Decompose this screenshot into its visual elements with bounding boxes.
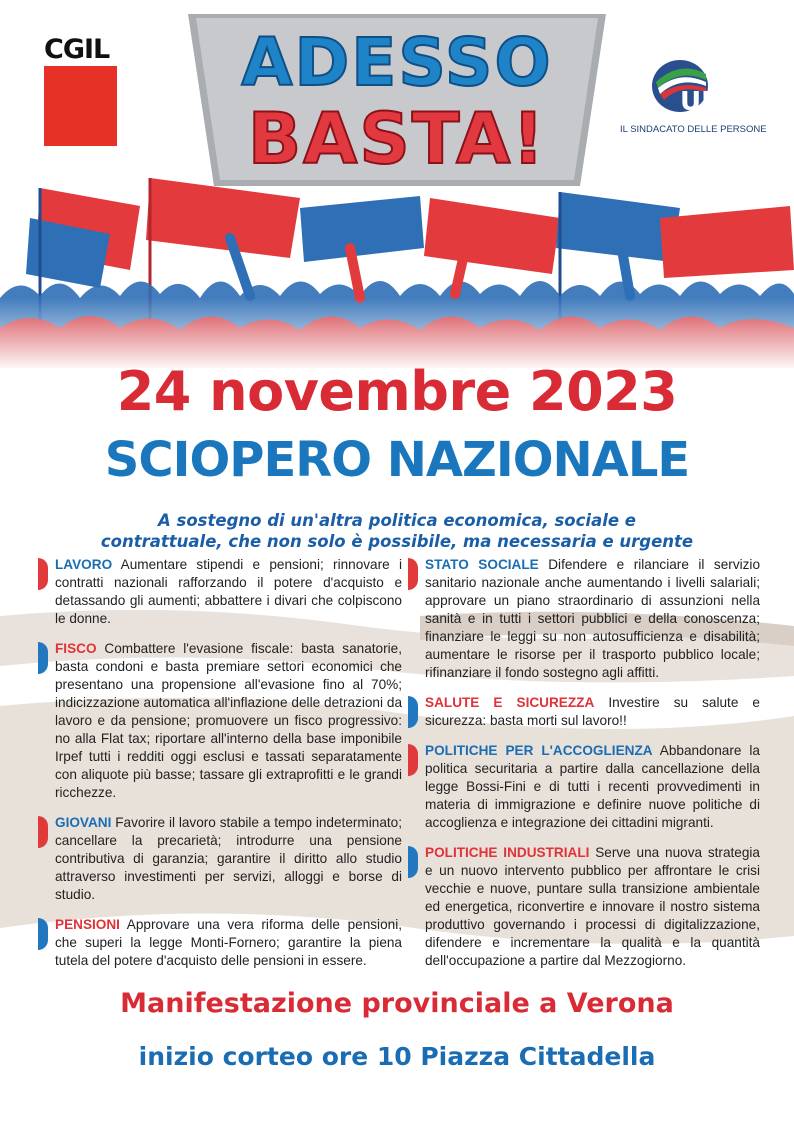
subtitle-line-2: contrattuale, che non solo è possibile, ma necessaria e urgente [100,532,694,551]
meeting-point: inizio corteo ore 10 Piazza Cittadella [138,1042,656,1071]
title-adesso: ADESSO [241,24,553,101]
bullet-marker [38,558,48,590]
bullet-marker [408,846,418,878]
left-column [38,556,402,982]
cgil-logo-square [44,66,117,146]
topic-heading: PENSIONI [55,917,120,932]
protest-crowd-illustration [0,178,794,368]
topic-text: Serve una nuova strategia e un nuovo intervento pubblico per affrontare le crisi vecchie e nuove, puntare sulla transizione ambientale ed energetica, riconvertire e innovare il nostro sistema produttivo governando i processi di digitalizzazione, difendere e incrementare la qualità e la quantità dell'occupazione a partire dal Mezzogiorno. [425,845,760,968]
topic-fisco [38,640,402,802]
title-banner [188,14,606,186]
topic-text: Approvare una vera riforma delle pensioni, che superi la legge Monti-Fornero; garantire la piena tutela del potere d'acquisto delle pensioni in essere. [55,917,402,968]
bullet-marker [38,642,48,674]
topic-accoglienza [408,742,760,832]
topic-stato-sociale [408,556,760,682]
topic-heading: SALUTE E SICUREZZA [425,695,595,710]
topic-salute-sicurezza [408,694,760,730]
topic-heading: FISCO [55,641,97,656]
rally-announcement: Manifestazione provinciale a Verona [120,988,674,1019]
uil-logo [620,56,770,146]
topic-text: Abbandonare la politica securitaria a partire dalla cancellazione della legge Bossi-Fini e di tutti i recenti provvedimenti in materia di immigrazione e definire nuove politiche di accoglienza e integrazione dei cittadini migranti. [425,743,760,830]
topic-pensioni [38,916,402,970]
cgil-logo [44,36,119,146]
topic-heading: POLITICHE INDUSTRIALI [425,845,590,860]
subtitle-line-1: A sostegno di un'altra politica economica, sociale e [158,511,636,530]
cgil-logo-text: CGIL [44,34,110,65]
topic-giovani [38,814,402,904]
bullet-marker [38,816,48,848]
topic-text: Combattere l'evasione fiscale: basta sanatorie, basta condoni e basta premiare settori economici che presentano una propensione all'evasione fino al 70%; indicizzazione automatica all'inflazione delle detrazioni da lavoro e da pensione; promuovere un fisco progressivo: no alla Flat tax; riportare all'interno della base imponibile Irpef tutti i redditi oggi esclusi e tassati separatamente con aliquote più basse; tassare gli extraprofitti e le grandi ricchezze. [55,641,402,800]
topic-heading: POLITICHE PER L'ACCOGLIENZA [425,743,653,758]
topic-industriali [408,844,760,970]
topic-text: Aumentare stipendi e pensioni; rinnovare i contratti nazionali rafforzando il potere d'acquisto e detassando gli aumenti; abbattere i divari che colpiscono le donne. [55,557,402,626]
strike-title: SCIOPERO NAZIONALE [104,432,690,488]
bullet-marker [408,744,418,776]
topic-lavoro [38,556,402,628]
topic-heading: LAVORO [55,557,113,572]
strike-subtitle [30,510,764,552]
bullet-marker [408,558,418,590]
right-column [408,556,760,982]
bullet-marker [408,696,418,728]
bullet-marker [38,918,48,950]
topic-text: Difendere e rilanciare il servizio sanitario nazionale anche aumentando i livelli salariali; approvare un piano straordinario di assunzioni nella sanità e in tutti i settori pubblici e della conoscenza; finanziare le leggi su non autosufficienza e disabilità; aumentare le risorse per il trasporto pubblico locale; rifinanziare il fondo sostegno agli affitti. [425,557,761,680]
title-basta: BASTA! [247,98,547,180]
topic-text: Favorire il lavoro stabile a tempo indeterminato; cancellare la precarietà; introdurre una pensione contributiva di garanzia; garantire il diritto allo studio attraverso investimenti per servizi, alloggi e borse di studio. [55,815,402,902]
topic-heading: GIOVANI [55,815,112,830]
uil-emblem-icon [650,56,734,118]
topic-heading: STATO SOCIALE [425,557,539,572]
strike-date: 24 novembre 2023 [116,360,678,423]
topic-text: Investire su salute e sicurezza: basta morti sul lavoro!! [425,695,760,728]
uil-tagline: IL SINDACATO DELLE PERSONE [620,124,767,135]
uil-emblem-text: UIL [680,87,728,117]
